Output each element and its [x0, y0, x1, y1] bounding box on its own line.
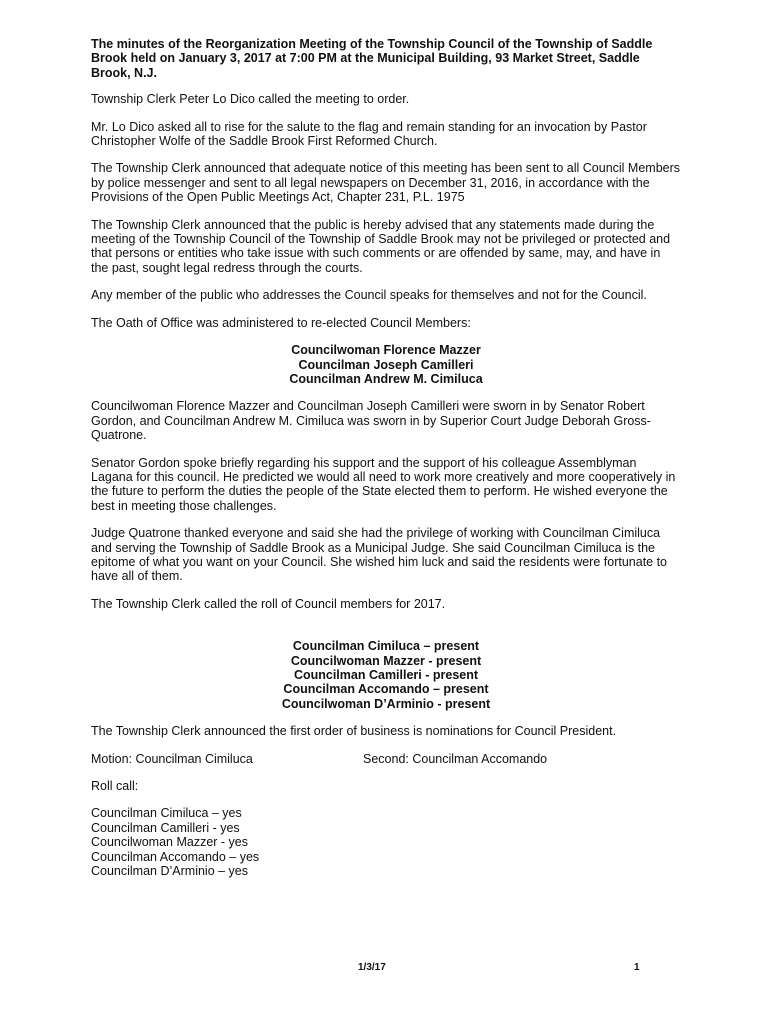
- paragraph-public-speaks: Any member of the public who addresses the Council speaks for themselves and not for the Council.: [91, 288, 647, 303]
- votes-list: [91, 806, 681, 878]
- oath-members-list: [91, 343, 681, 386]
- roll-member: Councilwoman Mazzer - present: [290, 653, 482, 668]
- vote-item: Councilwoman Mazzer - yes: [91, 835, 248, 850]
- footer-date: 1/3/17: [358, 962, 386, 973]
- vote-item: Councilman D’Arminio – yes: [91, 864, 249, 879]
- paragraph-sworn-in: Councilwoman Florence Mazzer and Councilman Joseph Camilleri were sworn in by Senator Robert Gordon, and Councilman Andrew M. Cimiluca was sworn in by Superior Court Judge Deborah Gross-Quatrone.: [91, 399, 651, 443]
- motion-row: [91, 752, 681, 766]
- paragraph-senator-gordon: Senator Gordon spoke briefly regarding his support and the support of his colleague Assemblyman Lagana for this council. He predicted we would all need to work more creatively and more cooperatively in the future to perform the duties the people of the State elected them to perform. He wished everyone the best in meeting those challenges.: [91, 455, 676, 513]
- paragraph-nominations: The Township Clerk announced the first order of business is nominations for Council President.: [91, 724, 617, 739]
- vote-item: Councilman Camilleri - yes: [91, 820, 240, 835]
- roll-member: Councilman Camilleri - present: [293, 668, 479, 682]
- minutes-title: The minutes of the Reorganization Meeting of the Township Council of the Township of Saddle Brook held on January 3, 2017 at 7:00 PM at the Municipal Building, 93 Market Street, Saddle Brook, N.J.: [91, 37, 653, 80]
- vote-item: Councilman Accomando – yes: [91, 849, 260, 864]
- oath-member: Councilwoman Florence Mazzer: [291, 343, 481, 358]
- document-body: [91, 37, 681, 878]
- page-number: 1: [634, 962, 640, 973]
- paragraph-notice: The Township Clerk announced that adequate notice of this meeting has been sent to all Council Members by police messenger and sent to all legal newspapers on December 31, 2016, in accordance with the Provisions of the Open Public Meetings Act, Chapter 231, P.L. 1975: [91, 161, 681, 205]
- second-text: Second: Councilman Accomando: [363, 751, 548, 766]
- roll-call-label: Roll call:: [91, 779, 139, 794]
- oath-member: Councilman Joseph Camilleri: [298, 357, 474, 372]
- roll-member: Councilwoman D’Arminio - present: [281, 696, 491, 711]
- paragraph-roll-intro: The Township Clerk called the roll of Council members for 2017.: [91, 596, 446, 611]
- roll-member: Councilman Accomando – present: [283, 682, 489, 697]
- paragraph-call-to-order: Township Clerk Peter Lo Dico called the meeting to order.: [91, 92, 410, 107]
- roll-members-list: [91, 639, 681, 711]
- paragraph-public-advisory: The Township Clerk announced that the public is hereby advised that any statements made during the meeting of the Township Council of the Township of Saddle Brook may not be privileged or protected and that persons or entities who take issue with such comments or are offended by same, may, and have in the past, sought legal redress through the courts.: [91, 217, 671, 275]
- oath-member: Councilman Andrew M. Cimiluca: [289, 371, 483, 386]
- paragraph-salute: Mr. Lo Dico asked all to rise for the salute to the flag and remain standing for an invocation by Pastor Christopher Wolfe of the Saddle Brook First Reformed Church.: [91, 119, 647, 149]
- paragraph-oath-intro: The Oath of Office was administered to re-elected Council Members:: [91, 315, 471, 330]
- motion-text: Motion: Councilman Cimiluca: [91, 751, 253, 766]
- paragraph-judge-quatrone: Judge Quatrone thanked everyone and said she had the privilege of working with Councilman Cimiluca and serving the Township of Saddle Brook as a Municipal Judge. She said Councilman Cimiluca is the epitome of what you want on your Council. She wished him luck and said the residents were fortunate to have all of them.: [91, 526, 668, 584]
- vote-item: Councilman Cimiluca – yes: [91, 806, 242, 821]
- roll-member: Councilman Cimiluca – present: [292, 639, 480, 654]
